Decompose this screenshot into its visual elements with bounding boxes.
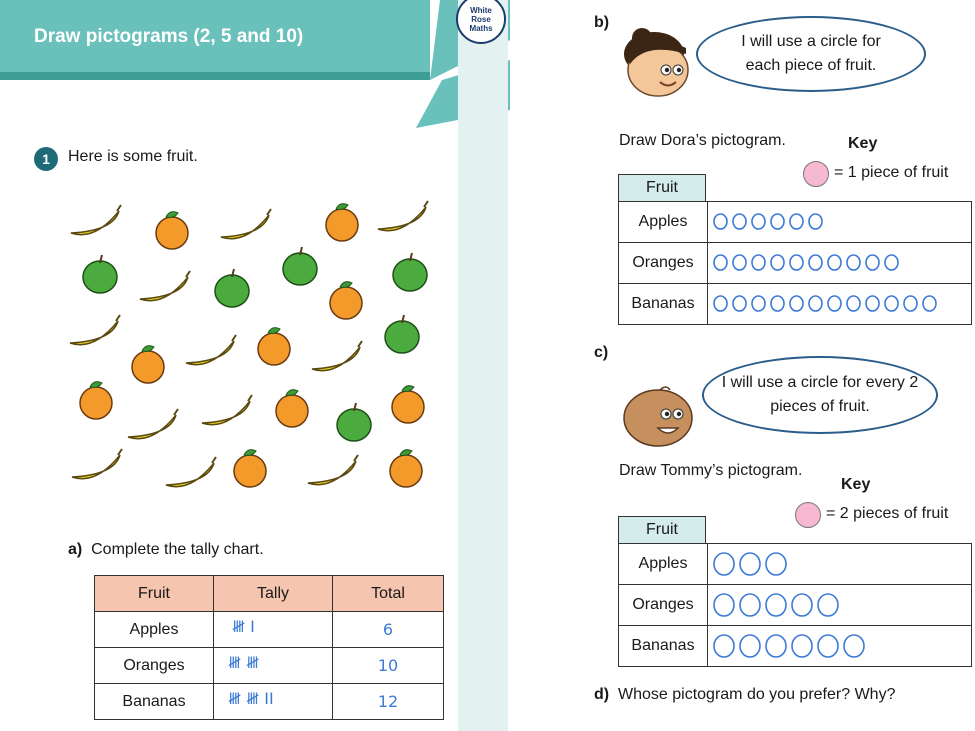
pictogram-circle bbox=[842, 634, 866, 658]
pictogram-circle bbox=[764, 593, 788, 617]
table-row bbox=[619, 202, 972, 243]
pictogram-circle bbox=[712, 254, 729, 271]
tally-total-cell[interactable]: 6 bbox=[333, 612, 444, 648]
tommy-pictogram-header: Fruit bbox=[618, 516, 706, 544]
pictogram-circle bbox=[731, 213, 748, 230]
orange-icon bbox=[392, 386, 424, 423]
pictogram-circles-cell[interactable] bbox=[708, 202, 972, 243]
pictogram-fruit-cell: Bananas bbox=[619, 284, 708, 325]
orange-icon bbox=[390, 450, 422, 487]
pictogram-circle bbox=[826, 295, 843, 312]
pictogram-circle bbox=[816, 634, 840, 658]
apple-icon bbox=[215, 269, 249, 307]
banana-icon bbox=[312, 341, 362, 371]
pictogram-fruit-cell: Oranges bbox=[619, 243, 708, 284]
pictogram-circle bbox=[845, 254, 862, 271]
pictogram-circle bbox=[864, 254, 881, 271]
pictogram-circle bbox=[807, 295, 824, 312]
banana-icon bbox=[71, 205, 121, 235]
pictogram-circle bbox=[921, 295, 938, 312]
banana-icon bbox=[166, 457, 216, 487]
table-row bbox=[619, 544, 972, 585]
dora-speech-bubble bbox=[696, 16, 926, 92]
pictogram-circle bbox=[712, 552, 736, 576]
pictogram-circles-cell[interactable] bbox=[708, 585, 972, 626]
tommy-pictogram bbox=[618, 543, 972, 667]
pictogram-circles-cell[interactable] bbox=[708, 284, 972, 325]
part-b-key-text: = 1 piece of fruit bbox=[834, 164, 949, 181]
apple-icon bbox=[385, 315, 419, 353]
table-row bbox=[95, 612, 444, 648]
pictogram-circle bbox=[826, 254, 843, 271]
tally-header-fruit: Fruit bbox=[95, 576, 214, 612]
part-a-label: a) bbox=[68, 541, 83, 558]
pictogram-circle bbox=[816, 593, 840, 617]
tally-mark-cell[interactable]: 𝍸 𝍸 II bbox=[214, 684, 333, 720]
tally-fruit-cell: Apples bbox=[95, 612, 214, 648]
orange-icon bbox=[330, 282, 362, 319]
pictogram-circles-cell[interactable] bbox=[708, 243, 972, 284]
banana-icon bbox=[72, 449, 122, 479]
part-b-label: b) bbox=[594, 14, 610, 31]
banana-icon bbox=[308, 455, 358, 485]
pink-circle-key-icon bbox=[795, 502, 821, 528]
tally-chart bbox=[94, 575, 444, 720]
pictogram-circle bbox=[764, 634, 788, 658]
question-number: 1 bbox=[34, 147, 58, 171]
tally-header-tally: Tally bbox=[214, 576, 333, 612]
part-c-key-title: Key bbox=[841, 476, 871, 493]
pictogram-fruit-cell: Oranges bbox=[619, 585, 708, 626]
pictogram-circle bbox=[731, 254, 748, 271]
pictogram-circle bbox=[712, 213, 729, 230]
pictogram-circle bbox=[738, 552, 762, 576]
dora-avatar bbox=[616, 28, 694, 100]
pictogram-circle bbox=[738, 593, 762, 617]
pictogram-circle bbox=[731, 295, 748, 312]
pictogram-circle bbox=[788, 254, 805, 271]
banana-icon bbox=[128, 409, 178, 439]
banana-icon bbox=[221, 209, 271, 239]
pink-circle-key-icon bbox=[803, 161, 829, 187]
page-side-strip bbox=[458, 0, 508, 731]
tally-header-total: Total bbox=[333, 576, 444, 612]
table-row bbox=[619, 585, 972, 626]
tally-total-cell[interactable]: 12 bbox=[333, 684, 444, 720]
orange-icon bbox=[276, 390, 308, 427]
pictogram-fruit-cell: Apples bbox=[619, 544, 708, 585]
pictogram-circle bbox=[750, 295, 767, 312]
part-d-label: d) bbox=[594, 686, 610, 703]
part-b-key-title: Key bbox=[848, 135, 878, 152]
pictogram-circles-cell[interactable] bbox=[708, 626, 972, 667]
table-row bbox=[95, 648, 444, 684]
logo-line-3: Maths bbox=[469, 23, 493, 33]
apple-icon bbox=[83, 255, 117, 293]
part-c-instruction: Draw Tommy’s pictogram. bbox=[619, 462, 803, 479]
pictogram-circle bbox=[883, 295, 900, 312]
pictogram-circle bbox=[712, 295, 729, 312]
table-row bbox=[619, 284, 972, 325]
part-c-key-text: = 2 pieces of fruit bbox=[826, 505, 949, 522]
banana-icon bbox=[70, 315, 120, 345]
logo-line-2: Rose bbox=[471, 14, 491, 24]
table-row bbox=[619, 626, 972, 667]
pictogram-circle bbox=[750, 213, 767, 230]
pictogram-circle bbox=[769, 213, 786, 230]
pictogram-circle bbox=[883, 254, 900, 271]
orange-icon bbox=[234, 450, 266, 487]
table-row bbox=[619, 243, 972, 284]
table-row bbox=[95, 684, 444, 720]
question-text: Here is some fruit. bbox=[68, 148, 198, 165]
pictogram-circle bbox=[712, 634, 736, 658]
page-title: Draw pictograms (2, 5 and 10) bbox=[34, 26, 304, 47]
banana-icon bbox=[140, 271, 190, 301]
pictogram-circles-cell[interactable] bbox=[708, 544, 972, 585]
orange-icon bbox=[132, 346, 164, 383]
part-b-instruction: Draw Dora’s pictogram. bbox=[619, 132, 786, 149]
orange-icon bbox=[326, 204, 358, 241]
apple-icon bbox=[393, 253, 427, 291]
part-a-text: Complete the tally chart. bbox=[91, 541, 264, 558]
apple-icon bbox=[337, 403, 371, 441]
dora-speech-text: I will use a circle for each piece of fruit. bbox=[741, 33, 881, 74]
pictogram-circle bbox=[902, 295, 919, 312]
orange-icon bbox=[80, 382, 112, 419]
pictogram-circle bbox=[750, 254, 767, 271]
tally-header-row bbox=[95, 576, 444, 612]
pictogram-fruit-cell: Apples bbox=[619, 202, 708, 243]
part-d-text: Whose pictogram do you prefer? Why? bbox=[618, 686, 896, 703]
banana-icon bbox=[378, 201, 428, 231]
logo-line-1: White bbox=[470, 5, 492, 15]
pictogram-circle bbox=[738, 634, 762, 658]
pictogram-circle bbox=[790, 593, 814, 617]
tally-mark-cell[interactable]: 𝍸 𝍸 bbox=[214, 648, 333, 684]
tally-total-cell[interactable]: 10 bbox=[333, 648, 444, 684]
orange-icon bbox=[258, 328, 290, 365]
tally-fruit-cell: Oranges bbox=[95, 648, 214, 684]
pictogram-circle bbox=[769, 295, 786, 312]
title-banner-shadow bbox=[0, 72, 430, 80]
pictogram-circle bbox=[807, 254, 824, 271]
pictogram-circle bbox=[764, 552, 788, 576]
dora-pictogram bbox=[618, 201, 972, 325]
part-c-label: c) bbox=[594, 344, 609, 361]
pictogram-circle bbox=[864, 295, 881, 312]
tommy-speech-text: I will use a circle for every 2 pieces of fruit. bbox=[721, 374, 919, 415]
dora-pictogram-header: Fruit bbox=[618, 174, 706, 202]
fruit-illustration bbox=[60, 195, 440, 500]
pictogram-circle bbox=[769, 254, 786, 271]
orange-icon bbox=[156, 212, 188, 249]
banana-icon bbox=[202, 395, 252, 425]
tally-fruit-cell: Bananas bbox=[95, 684, 214, 720]
pictogram-circle bbox=[845, 295, 862, 312]
pictogram-circle bbox=[790, 634, 814, 658]
tally-mark-cell[interactable]: 𝍸 I bbox=[214, 612, 333, 648]
pictogram-circle bbox=[788, 213, 805, 230]
pictogram-circle bbox=[712, 593, 736, 617]
pictogram-circle bbox=[788, 295, 805, 312]
pictogram-fruit-cell: Bananas bbox=[619, 626, 708, 667]
pictogram-circle bbox=[807, 213, 824, 230]
tommy-speech-bubble bbox=[702, 356, 938, 434]
apple-icon bbox=[283, 247, 317, 285]
tommy-avatar bbox=[620, 384, 696, 448]
banana-icon bbox=[186, 335, 236, 365]
